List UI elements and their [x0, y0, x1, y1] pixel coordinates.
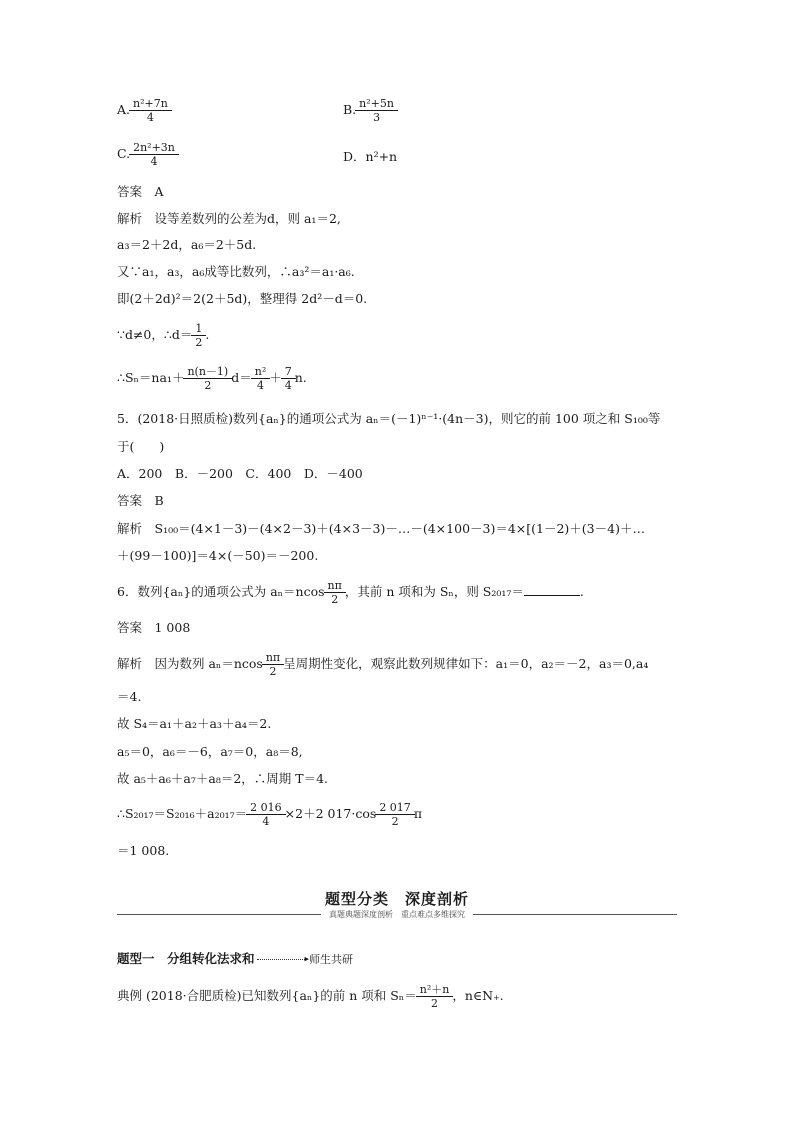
section-title: 题型分类 深度剖析: [324, 890, 469, 908]
type1-example: 典例 (2018·合肥质检)已知数列{aₙ}的前 n 项和 Sₙ＝ $\frac{\text{n²＋n}}{2}$ ，n∈N₊.: [117, 983, 504, 1010]
type1-heading: 题型一 分组转化法求和 ▸师生共研: [117, 951, 354, 966]
q4-option-b-den: 3: [355, 110, 398, 124]
type1-tag: 师生共研: [309, 953, 354, 966]
q4-solution-line-3: 又∵a₁，a₃，a₆成等比数列，∴a₃²＝a₁·a₆.: [117, 264, 355, 279]
q4-option-a-den: 4: [129, 110, 172, 124]
q6-solution-line-2: ＝4.: [117, 689, 142, 704]
q4-option-c-den: 4: [129, 154, 179, 168]
q6-solution-line-3: 故 S₄＝a₁＋a₂＋a₃＋a₄＝2.: [117, 716, 272, 731]
q6-solution-line-6: ∴S₂₀₁₇＝S₂₀₁₆＋a₂₀₁₇＝ $\frac{2 016}{4}$ ×2＋2 017·cos $\frac{2 017}{2}$ π: [117, 801, 423, 828]
dotted-leader: [257, 959, 305, 960]
q5-stem-line-1: 5．(2018·日照质检)数列{aₙ}的通项公式为 aₙ＝(－1)ⁿ⁻¹·(4n－3)，则它的前 100 项之和 S₁₀₀等: [117, 411, 661, 426]
q6-solution-line-5: 故 a₅＋a₆＋a₇＋a₈＝2，∴周期 T＝4.: [117, 771, 329, 786]
q4-solution-line-1: 解析 设等差数列的公差为d，则 a₁＝2,: [117, 211, 341, 226]
q6-answer: 答案 1 008: [117, 620, 191, 635]
q6-solution-line-1: 解析 因为数列 aₙ＝ncos $\frac{n\pi}{2}$ 呈周期性变化，观察此数列规律如下：a₁＝0，a₂＝－2，a₃＝0,a₄: [117, 651, 649, 678]
q4-option-b-num: n²+5n: [359, 97, 394, 110]
section-subtitle: 真题典题深度剖析 重点难点多维探究: [0, 909, 794, 920]
q4-option-a-num: n²+7n: [133, 97, 168, 110]
q4-option-c-num: 2n²+3n: [133, 141, 175, 154]
q4-solution-line-4: 即(2＋2d)²＝2(2＋5d)，整理得 2d²－d＝0.: [117, 291, 368, 306]
arrow-right-icon: ▸: [304, 954, 310, 965]
q4-solution-line-6: ∴Sₙ＝na₁＋ $\frac{n(n-1)}{2}$ d＝ $\frac{\text{n²}}{4}$ ＋ $\frac{7}{4}$ n.: [117, 365, 307, 392]
q6-answer-blank: [524, 583, 580, 596]
q5-options: A．200 B．－200 C．400 D．－400: [117, 466, 363, 481]
q4-option-c: C. $\frac{\text{2n²+3n}}{4}$: [117, 141, 178, 168]
q4-option-b: B. $\frac{\text{n²+5n}}{3}$: [343, 97, 397, 124]
q6-stem: 6．数列{aₙ}的通项公式为 aₙ＝ncos $\frac{n\pi}{2}$ ，其前 n 项和为 Sₙ，则 S₂₀₁₇＝ .: [117, 579, 584, 606]
q4-answer: 答案 A: [117, 184, 164, 199]
q5-solution-line-1: 解析 S₁₀₀＝(4×1－3)－(4×2－3)＋(4×3－3)－…－(4×100－3)＝4×[(1－2)＋(3－4)＋…: [117, 521, 645, 536]
q5-stem-line-2: 于( ): [117, 439, 165, 454]
q4-option-a: A. $\frac{\text{n²+7n}}{4}$: [117, 97, 171, 124]
q6-solution-line-4: a₅＝0，a₆＝－6，a₇＝0，a₈＝8,: [117, 744, 303, 759]
q4-solution-line-5: ∵d≠0，∴d＝ $\frac{1}{2}$ .: [117, 322, 210, 349]
q5-solution-line-2: ＋(99－100)]＝4×(－50)＝－200.: [117, 548, 319, 563]
q4-option-d: D．n²+n: [343, 149, 398, 164]
q4-solution-line-2: a₃＝2＋2d，a₆＝2＋5d.: [117, 237, 257, 252]
q5-answer: 答案 B: [117, 493, 164, 508]
q6-solution-line-7: ＝1 008.: [117, 843, 170, 858]
